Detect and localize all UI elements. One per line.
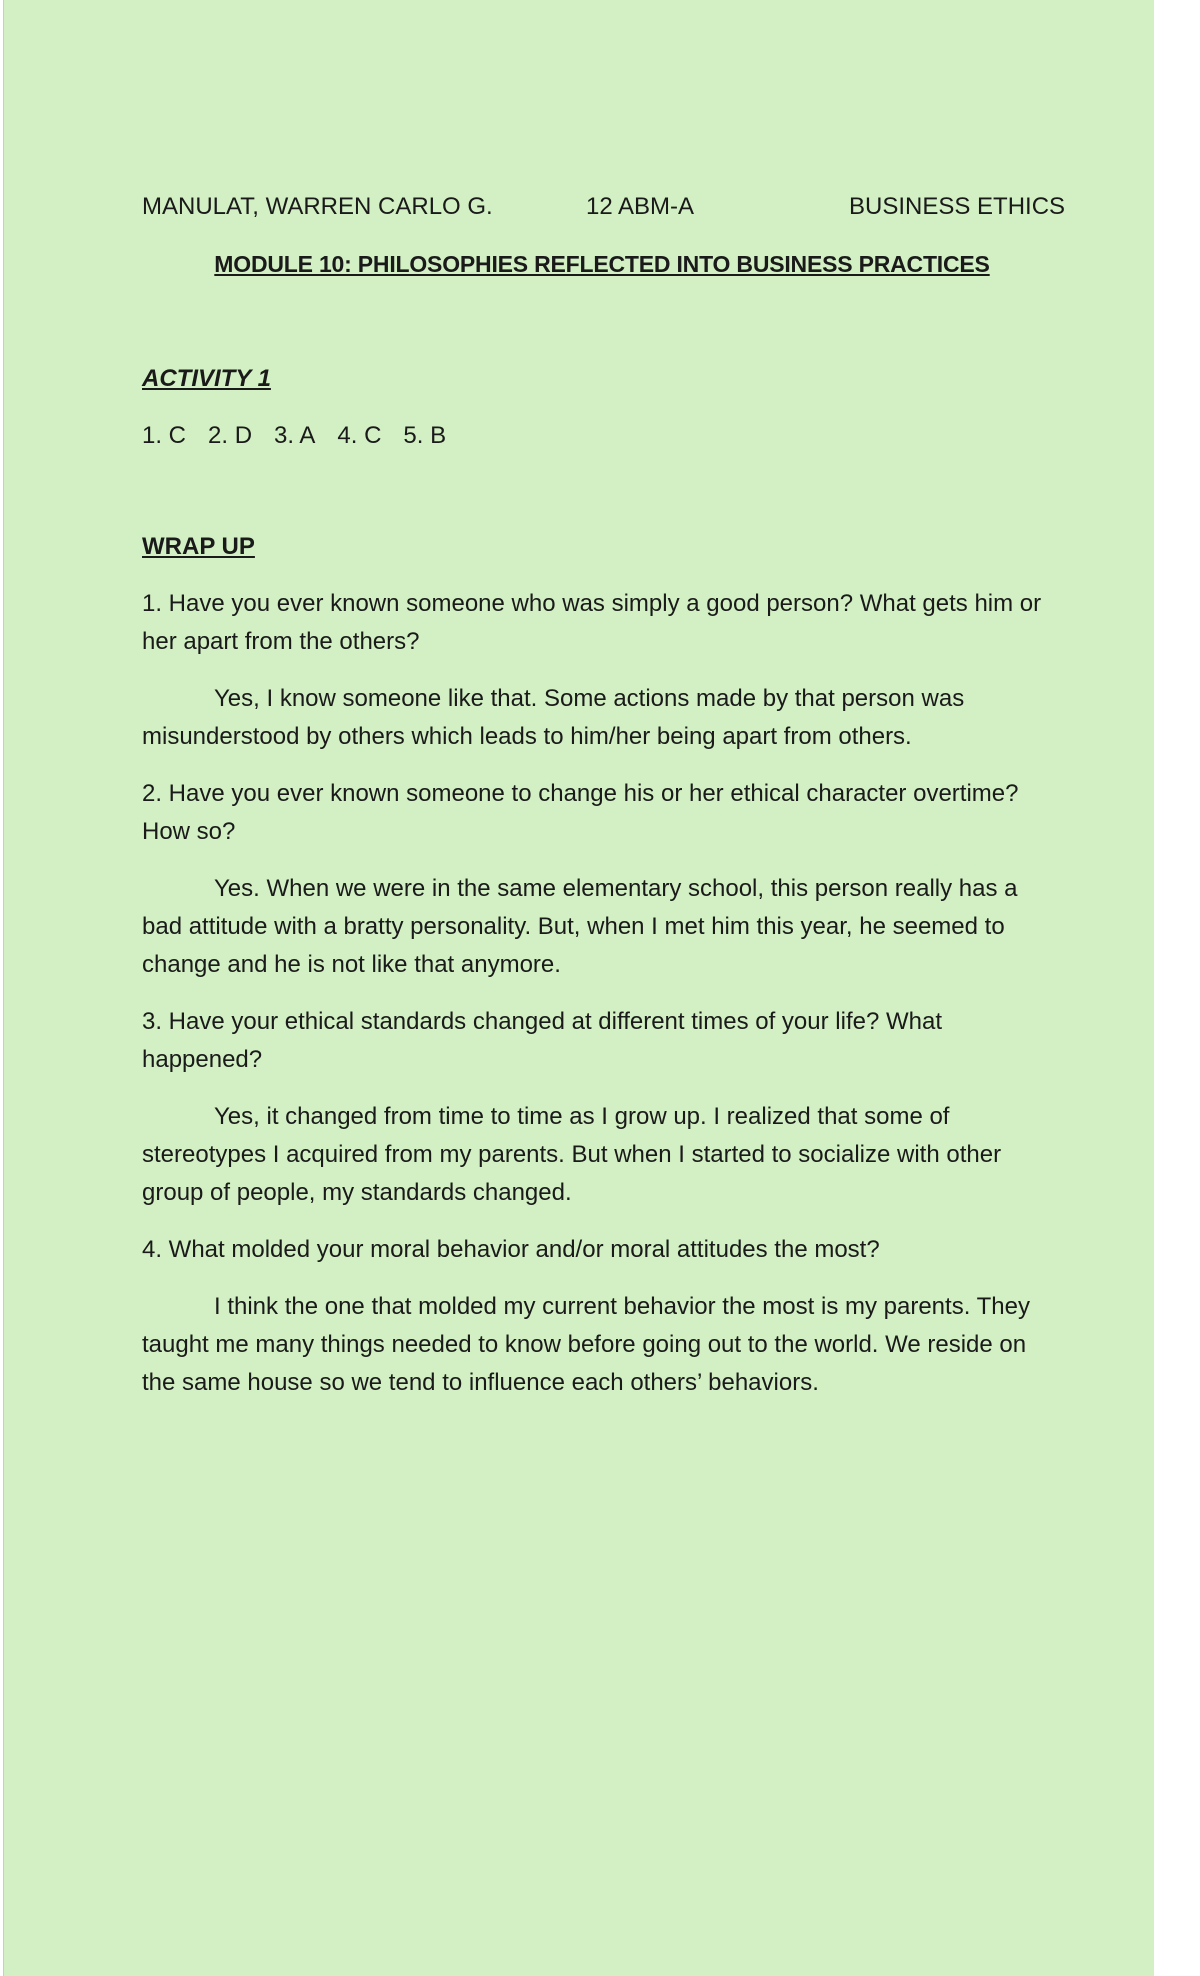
wrap-up-question-1: 1. Have you ever known someone who was simply a good person? What gets him or her apart from the others? [142, 590, 1042, 655]
wrap-up-answer-2: Yes. When we were in the same elementary school, this person really has a bad attitude with a bratty personality. But, when I met him this year, he seemed to change and he is not like that anymore. [142, 875, 1018, 978]
document-content [142, 188, 1066, 1402]
subject-name: BUSINESS ETHICS [849, 193, 1066, 220]
wrap-up-answer-4: I think the one that molded my current behavior the most is my parents. They taught me many things needed to know before going out to the world. We reside on the same house so we tend to influence each others’ behaviors. [142, 1293, 1030, 1396]
activity-answers [142, 417, 1062, 455]
wrap-up-question-3: 3. Have your ethical standards changed at different times of your life? What happened? [142, 1008, 942, 1073]
module-title: MODULE 10: PHILOSOPHIES REFLECTED INTO BUSINESS PRACTICES [214, 251, 990, 277]
wrap-up-heading: WRAP UP [142, 533, 255, 560]
student-name: MANULAT, WARREN CARLO G. [142, 193, 493, 220]
activity-answer: 2. D [208, 422, 253, 449]
class-section: 12 ABM-A [586, 193, 695, 220]
activity-heading: ACTIVITY 1 [142, 365, 271, 392]
activity-answer: 3. A [274, 422, 316, 449]
activity-answer: 1. C [142, 422, 187, 449]
wrap-up-answer-1: Yes, I know someone like that. Some actions made by that person was misunderstood by others which leads to him/her being apart from others. [142, 685, 965, 750]
wrap-up-question-4: 4. What molded your moral behavior and/or moral attitudes the most? [142, 1236, 880, 1263]
wrap-up-question-2: 2. Have you ever known someone to change his or her ethical character overtime? How so? [142, 780, 1019, 845]
activity-answer: 5. B [403, 422, 447, 449]
activity-answer: 4. C [337, 422, 382, 449]
document-page [3, 0, 1154, 1976]
wrap-up-answer-3: Yes, it changed from time to time as I grow up. I realized that some of stereotypes I acquired from my parents. But when I started to socialize with other group of people, my standards changed. [142, 1103, 1002, 1206]
header-row [142, 188, 1066, 226]
